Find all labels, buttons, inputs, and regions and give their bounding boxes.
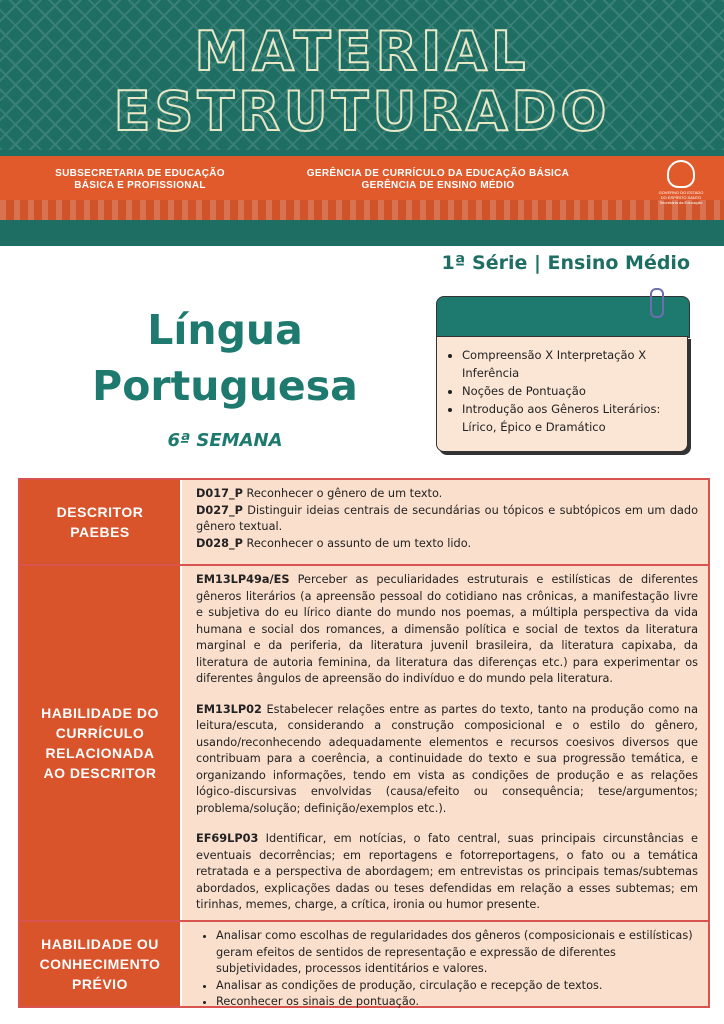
center-org-text: GERÊNCIA DE CURRÍCULO DA EDUCAÇÃO BÁSICA GERÊNCIA DE ENSINO MÉDIO: [306, 168, 570, 191]
previo-label: HABILIDADE OU CONHECIMENTO PRÉVIO: [20, 922, 182, 1006]
habilidade-label: HABILIDADE DO CURRÍCULO RELACIONADA AO DESCRITOR: [20, 566, 182, 920]
descritor-label: DESCRITOR PAEBES: [20, 480, 182, 564]
paperclip-icon: [650, 288, 664, 318]
habilidade-content: EM13LP49a/ES Perceber as peculiaridades estruturais e estilísticas de diferentes gêneros literários (a apreensão pessoal do cotidiano nas crônicas, a manifestação livre e subjetiva do eu lírico diante do mundo nos poemas, a múltipla perspectiva da vida humana e social dos romances, a dimensão política e social de textos da literatura marginal e da periferia, da literatura juvenil brasileira, da literatura capixaba, da literatura de autoria feminina, da literatura das diferenças etc.) para experimentar os diferentes ângulos de apreensão do indivíduo e do mundo pela literatura. EM13LP02 Estabelecer relações entre as partes do texto, tanto na produção como na leitura/escuta, considerando a construção composicional e o estilo do gênero, usando/reconhecendo adequadamente elementos e recursos coesivos diversos que contribuam para a coerência, a continuidade do texto e sua progressão temática, e organizando informações, tendo em vista as condições de produção e as relações lógico-discursivas envolvidas (causa/efeito ou consequência; tese/argumentos; problema/solução; definição/exemplos etc.). EF69LP03 Identificar, em notícias, o fato central, suas principais circunstâncias e eventuais decorrências; em reportagens e fotorreportagens, o fato ou a temática retratada e a perspectiva de abordagem; em entrevistas os principais temas/subtemas abordados, explicações dadas ou teses defendidas em relação a esses subtemas; em tirinhas, memes, charge, a crítica, ironia ou humor presente.: [182, 566, 708, 920]
left-org-text: SUBSECRETARIA DE EDUCAÇÃO BÁSICA E PROFISSIONAL: [55, 168, 225, 191]
topics-card: [436, 296, 692, 456]
week-label: 6ª SEMANA: [167, 430, 283, 451]
descritor-content: D017_P Reconhecer o gênero de um texto. D027_P Distinguir ideias centrais de secundárias ou tópicos e subtópicos em um dado gênero textual. D028_P Reconhecer o assunto de um texto lido.: [182, 480, 708, 564]
topics-list: [446, 346, 690, 436]
table-row: [20, 920, 708, 1006]
table-row: [20, 480, 708, 564]
title-line-1: MATERIAL: [194, 20, 530, 83]
header-banner: [0, 0, 724, 246]
curriculum-table: [18, 478, 710, 1008]
list-item: • Introdução aos Gêneros Literários: Lírico, Épico e Dramático: [462, 400, 690, 436]
previo-content: [182, 922, 708, 1006]
state-seal: GOVERNO DO ESTADO DO ESPÍRITO SANTO Secretaria da Educação: [654, 160, 708, 216]
header-stripe: [0, 200, 724, 220]
table-row: [20, 564, 708, 920]
title-line-2: ESTRUTURADO: [113, 80, 611, 143]
subject-title: Língua Portuguesa: [92, 306, 358, 410]
list-item: • Analisar como escolhas de regularidades dos gêneros (composicionais e estilísticas) geram efeitos de sentidos de representação e expressão de diferentes subjetividades, processos identitários e valores.: [216, 928, 698, 978]
list-item: • Analisar as condições de produção, circulação e recepção de textos.: [216, 978, 698, 995]
coat-of-arms-icon: [667, 160, 695, 188]
list-item: • Reconhecer os sinais de pontuação.: [216, 994, 698, 1011]
list-item: • Compreensão X Interpretação X Inferência: [462, 346, 690, 382]
grade-level: 1ª Série | Ensino Médio: [441, 252, 690, 274]
list-item: • Noções de Pontuação: [462, 382, 690, 400]
header-bottom-band: [0, 220, 724, 246]
